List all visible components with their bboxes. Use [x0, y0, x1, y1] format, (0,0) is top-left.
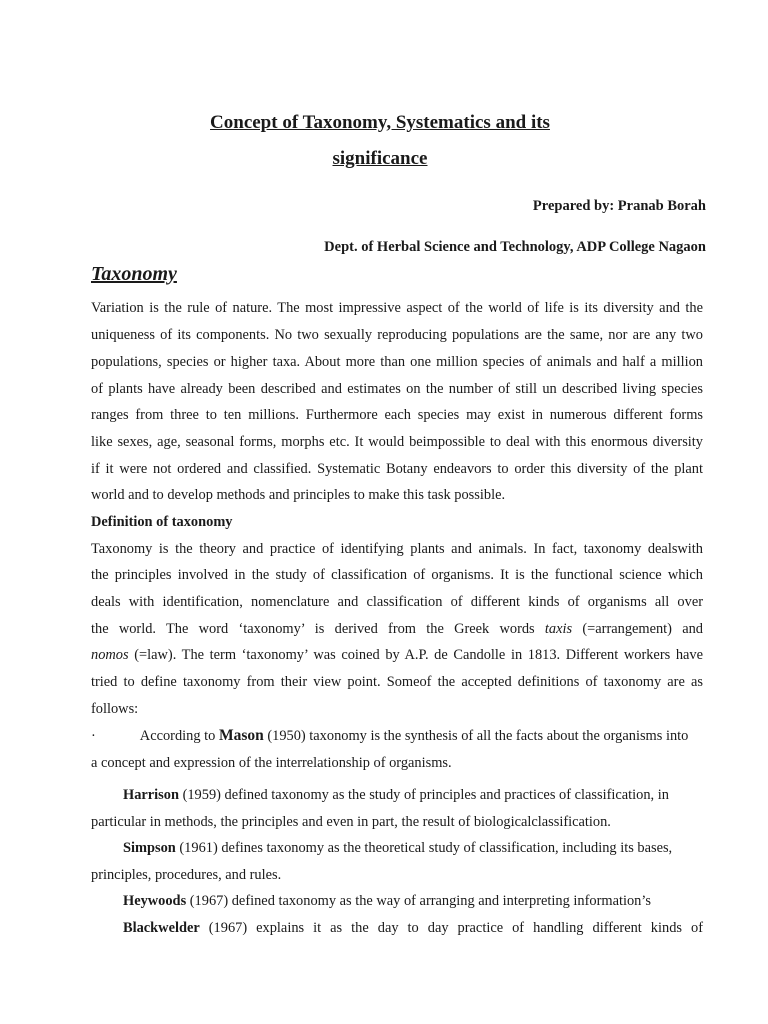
paragraph-line: deals with identification, nomenclature and classification of different kinds of organisms all over: [91, 594, 703, 610]
paragraph-line: [91, 646, 703, 664]
author-line: Prepared by: Pranab Borah: [532, 198, 706, 214]
paragraph-line: [91, 620, 703, 638]
paragraph-line: ranges from three to ten millions. Furthermore each species may exist in numerous different forms: [91, 407, 703, 423]
text-run: (=arrangement) and: [572, 621, 704, 637]
author-name: Harrison: [123, 787, 179, 803]
department-line: Dept. of Herbal Science and Technology, ADP College Nagaon: [324, 239, 706, 255]
paragraph-line: the principles involved in the study of classification of organisms. It is the functional science which: [91, 567, 703, 583]
title-line-1: Concept of Taxonomy, Systematics and its: [210, 112, 550, 133]
paragraph-line: follows:: [91, 701, 139, 717]
bullet-line: [91, 727, 703, 745]
term-nomos: nomos: [91, 647, 129, 663]
author-name: Mason: [218, 727, 264, 744]
section-heading: Taxonomy: [91, 263, 177, 285]
text-run: (1961) defines taxonomy as the theoretical study of classification, including its bases,: [175, 840, 673, 856]
text-run: (1950) taxonomy is the synthesis of all the facts about the organisms into: [263, 728, 689, 744]
paragraph-line: a concept and expression of the interrelationship of organisms.: [91, 755, 452, 771]
paragraph-line: [123, 839, 703, 857]
text-run: (1959) defined taxonomy as the study of principles and practices of classification, in: [178, 787, 669, 803]
paragraph-line: world and to develop methods and principles to make this task possible.: [91, 487, 506, 503]
paragraph-line: like sexes, age, seasonal forms, morphs etc. It would beimpossible to deal with this enormous diversity: [91, 434, 703, 450]
paragraph-line: populations, species or higher taxa. About more than one million species of animals and half a million: [91, 354, 703, 370]
paragraph-line: of plants have already been described and estimates on the number of still un described living species: [91, 381, 703, 397]
author-name: Heywoods: [123, 893, 187, 909]
paragraph-line: [123, 919, 703, 937]
author-name: Simpson: [123, 840, 176, 856]
paragraph-line: [123, 786, 703, 804]
paragraph-line: [123, 892, 703, 910]
title-line-2: significance: [332, 148, 428, 169]
text-run: the world. The word ‘taxonomy’ is derived from the Greek words: [91, 621, 545, 637]
paragraph-line: principles, procedures, and rules.: [91, 867, 282, 883]
paragraph-line: particular in methods, the principles and even in part, the result of biologicalclassification.: [91, 814, 611, 830]
definition-subheading: Definition of taxonomy: [91, 514, 233, 530]
bullet-dot: ·: [91, 728, 96, 744]
text-run: (=law). The term ‘taxonomy’ was coined by A.P. de Candolle in 1813. Different workers have: [128, 647, 703, 663]
text-run: (1967) defined taxonomy as the way of arranging and interpreting information’s: [186, 893, 651, 909]
author-name: Blackwelder: [123, 920, 200, 936]
text-run: According to: [139, 728, 219, 744]
text-run: (1967) explains it as the day to day practice of handling different kinds of: [199, 920, 703, 936]
term-taxis: taxis: [544, 621, 573, 637]
paragraph-line: tried to define taxonomy from their view point. Someof the accepted definitions of taxonomy are as: [91, 674, 703, 690]
paragraph-line: uniqueness of its components. No two sexually reproducing populations are the same, nor are any two: [91, 327, 703, 343]
paragraph-line: if it were not ordered and classified. Systematic Botany endeavors to order this diversity of the plant: [91, 461, 703, 477]
paragraph-line: Variation is the rule of nature. The most impressive aspect of the world of life is its diversity and the: [91, 300, 703, 316]
paragraph-line: Taxonomy is the theory and practice of identifying plants and animals. In fact, taxonomy dealswith: [91, 541, 703, 557]
